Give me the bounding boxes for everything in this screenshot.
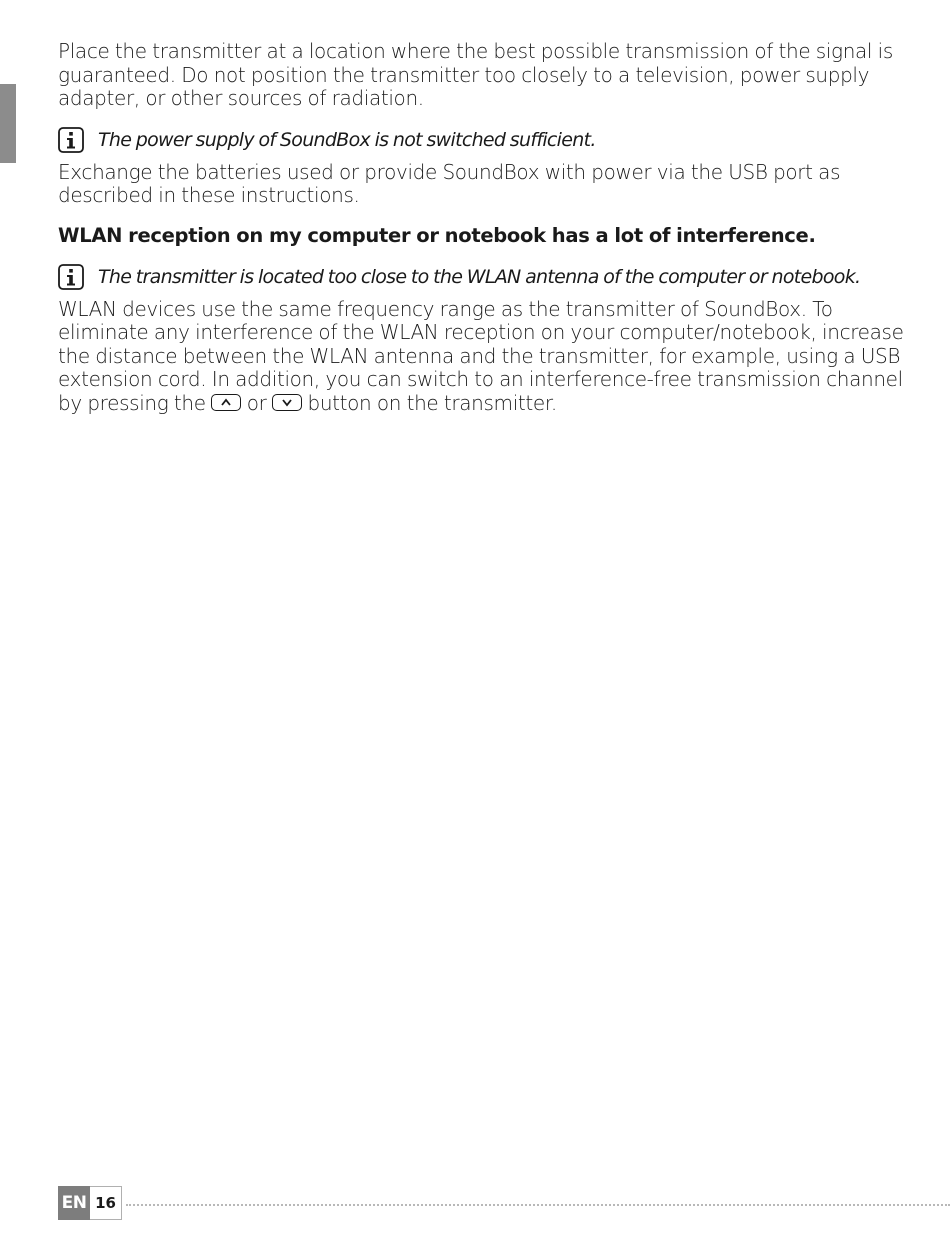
section-heading-wlan-interference: WLAN reception on my computer or notebook has a lot of interference. [58,223,816,247]
info-note-text: The power supply of SoundBox is not switched sufficient. [98,128,596,151]
paragraph-wlan-devices [58,298,908,416]
chevron-down-icon [281,397,293,407]
paragraph-or-text: or [246,390,267,415]
page-number: 16 [90,1186,122,1220]
language-label: EN [58,1186,90,1220]
footer-dotted-line [126,1204,950,1206]
paragraph-exchange-batteries: Exchange the batteries used or provide SoundBox with power via the USB port as described in these instructions. [58,159,841,207]
info-note-power-supply [58,127,908,153]
chevron-up-icon [220,397,232,407]
info-note-text: The transmitter is located too close to the WLAN antenna of the computer or notebook. [98,265,861,288]
paragraph-transmitter-location: Place the transmitter at a location where the best possible transmission of the signal is guaranteed. Do not position the transmitter too closely to a television, power supply adapter, or other sources of radiation. [58,39,893,110]
up-button-symbol [211,394,241,411]
page-content [58,40,908,415]
paragraph-wlan-devices-text: WLAN devices use the same frequency range as the transmitter of SoundBox. To eliminate any interference of the WLAN reception on your computer/notebook, increase the distance between the WLAN antenna and the transmitter, for example, using a USB extension cord. In addition, you can switch to an interference-free transmission channel by pressing the [58,296,904,415]
section-side-tab [0,84,16,163]
info-note-transmitter-close [58,264,908,290]
info-icon [58,264,84,290]
paragraph-end-text: button on the transmitter. [307,390,557,415]
info-icon [58,127,84,153]
down-button-symbol [272,394,302,411]
page-footer [58,1186,122,1220]
